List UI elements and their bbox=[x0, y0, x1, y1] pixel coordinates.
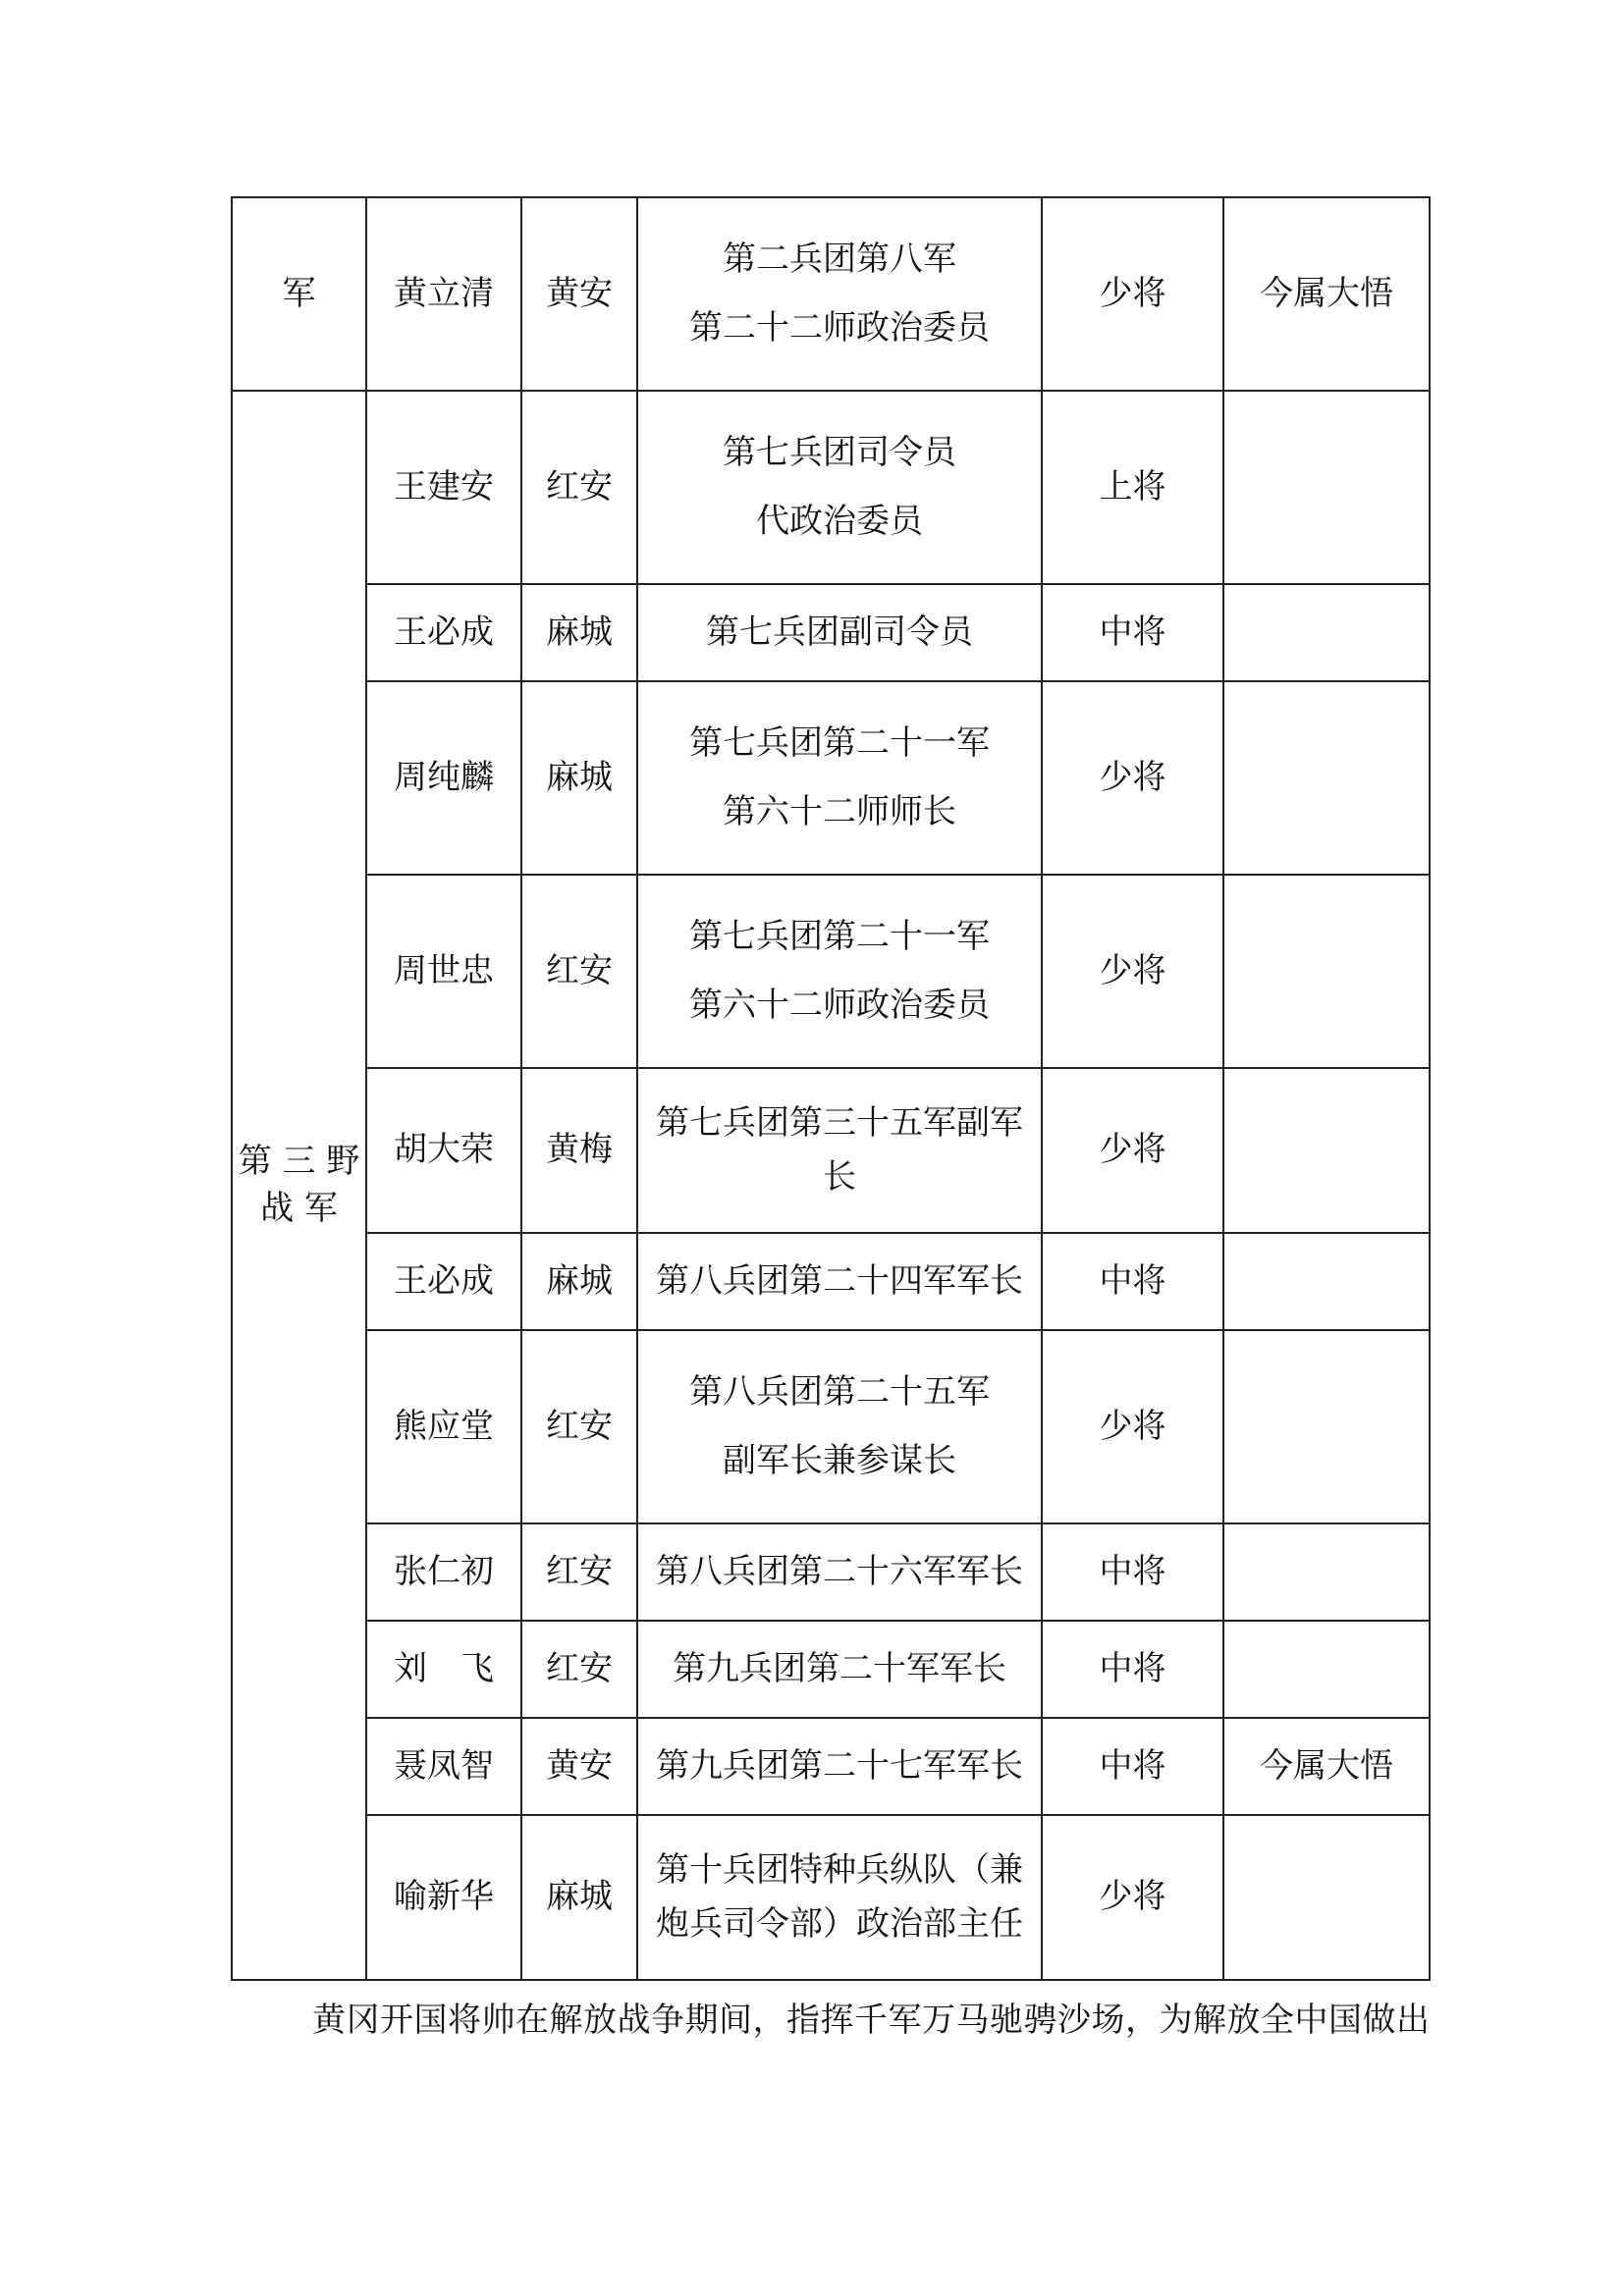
position-line: 第十兵团特种兵纵队（兼 bbox=[656, 1849, 1023, 1890]
note-cell bbox=[1223, 1068, 1430, 1233]
note-cell bbox=[1223, 1233, 1430, 1330]
position-cell bbox=[637, 681, 1042, 875]
name-cell: 张仁初 bbox=[366, 1523, 521, 1621]
place-cell: 红安 bbox=[521, 391, 637, 584]
army-char: 战 bbox=[260, 1188, 295, 1228]
place-cell: 麻城 bbox=[521, 681, 637, 875]
position-line: 第七兵团第三十五军副军 bbox=[656, 1102, 1023, 1143]
name-cell: 喻新华 bbox=[366, 1815, 521, 1980]
table-row bbox=[232, 1718, 1430, 1815]
place-cell: 麻城 bbox=[521, 1815, 637, 1980]
place-cell: 黄安 bbox=[521, 1718, 637, 1815]
table-row bbox=[232, 875, 1430, 1068]
position-cell: 第八兵团第二十四军军长 bbox=[637, 1233, 1042, 1330]
position-line: 第六十二师师长 bbox=[723, 791, 956, 831]
note-cell bbox=[1223, 875, 1430, 1068]
position-line: 第二十二师政治委员 bbox=[689, 307, 990, 347]
place-cell: 麻城 bbox=[521, 584, 637, 681]
table-row bbox=[232, 1621, 1430, 1718]
position-line: 第六十二师政治委员 bbox=[689, 985, 990, 1025]
place-cell: 红安 bbox=[521, 1523, 637, 1621]
army-group-cell bbox=[232, 391, 366, 1980]
rank-cell: 少将 bbox=[1042, 681, 1223, 875]
place-cell: 红安 bbox=[521, 1330, 637, 1523]
rank-cell: 少将 bbox=[1042, 1068, 1223, 1233]
rank-cell: 上将 bbox=[1042, 391, 1223, 584]
position-cell: 第九兵团第二十军军长 bbox=[637, 1621, 1042, 1718]
name-cell: 黄立清 bbox=[366, 197, 521, 391]
generals-table bbox=[231, 196, 1431, 1981]
position-line: 第七兵团第二十一军 bbox=[689, 917, 990, 957]
table-row bbox=[232, 584, 1430, 681]
rank-cell: 少将 bbox=[1042, 197, 1223, 391]
place-cell: 红安 bbox=[521, 875, 637, 1068]
position-cell bbox=[637, 875, 1042, 1068]
position-cell bbox=[637, 1068, 1042, 1233]
rank-cell: 少将 bbox=[1042, 1815, 1223, 1980]
position-line: 第二兵团第八军 bbox=[723, 240, 956, 280]
place-cell: 红安 bbox=[521, 1621, 637, 1718]
position-line: 代政治委员 bbox=[756, 501, 923, 541]
army-char: 第 bbox=[238, 1141, 272, 1181]
table-row bbox=[232, 1068, 1430, 1233]
name-cell: 周世忠 bbox=[366, 875, 521, 1068]
place-cell: 麻城 bbox=[521, 1233, 637, 1330]
rank-cell: 中将 bbox=[1042, 1523, 1223, 1621]
note-cell bbox=[1223, 1815, 1430, 1980]
place-cell: 黄梅 bbox=[521, 1068, 637, 1233]
place-cell: 黄安 bbox=[521, 197, 637, 391]
table-row bbox=[232, 391, 1430, 584]
table-row bbox=[232, 1523, 1430, 1621]
position-line: 第八兵团第二十五军 bbox=[689, 1372, 990, 1413]
position-line: 第七兵团第二十一军 bbox=[689, 723, 990, 764]
position-line: 长 bbox=[823, 1157, 856, 1197]
position-cell: 第八兵团第二十六军军长 bbox=[637, 1523, 1042, 1621]
note-cell bbox=[1223, 584, 1430, 681]
table-row bbox=[232, 1330, 1430, 1523]
note-cell: 今属大悟 bbox=[1223, 1718, 1430, 1815]
body-paragraph: 黄冈开国将帅在解放战争期间，指挥千军万马驰骋沙场，为解放全中国做出 bbox=[312, 2001, 1431, 2040]
position-cell: 第七兵团副司令员 bbox=[637, 584, 1042, 681]
position-line: 副军长兼参谋长 bbox=[723, 1440, 956, 1480]
rank-cell: 少将 bbox=[1042, 1330, 1223, 1523]
note-cell bbox=[1223, 1330, 1430, 1523]
name-cell: 王必成 bbox=[366, 584, 521, 681]
position-cell bbox=[637, 1815, 1042, 1980]
name-cell: 聂凤智 bbox=[366, 1718, 521, 1815]
rank-cell: 中将 bbox=[1042, 1718, 1223, 1815]
rank-cell: 中将 bbox=[1042, 1621, 1223, 1718]
army-char: 军 bbox=[303, 1188, 338, 1228]
name-cell: 刘 飞 bbox=[366, 1621, 521, 1718]
position-line: 炮兵司令部）政治部主任 bbox=[656, 1904, 1023, 1944]
army-char: 军 bbox=[282, 273, 316, 313]
army-group-cell bbox=[232, 197, 366, 391]
table-row bbox=[232, 1233, 1430, 1330]
note-cell bbox=[1223, 681, 1430, 875]
name-cell: 熊应堂 bbox=[366, 1330, 521, 1523]
note-cell bbox=[1223, 1523, 1430, 1621]
table-row bbox=[232, 681, 1430, 875]
name-cell: 周纯麟 bbox=[366, 681, 521, 875]
rank-cell: 中将 bbox=[1042, 1233, 1223, 1330]
note-cell bbox=[1223, 1621, 1430, 1718]
rank-cell: 中将 bbox=[1042, 584, 1223, 681]
note-cell bbox=[1223, 391, 1430, 584]
note-cell: 今属大悟 bbox=[1223, 197, 1430, 391]
table-row bbox=[232, 197, 1430, 391]
name-cell: 王建安 bbox=[366, 391, 521, 584]
rank-cell: 少将 bbox=[1042, 875, 1223, 1068]
name-cell: 胡大荣 bbox=[366, 1068, 521, 1233]
name-cell: 王必成 bbox=[366, 1233, 521, 1330]
army-char: 野 bbox=[326, 1141, 360, 1181]
position-line: 第七兵团司令员 bbox=[723, 433, 956, 473]
army-char: 三 bbox=[282, 1141, 316, 1181]
position-cell: 第九兵团第二十七军军长 bbox=[637, 1718, 1042, 1815]
position-cell bbox=[637, 197, 1042, 391]
table-row bbox=[232, 1815, 1430, 1980]
position-cell bbox=[637, 391, 1042, 584]
position-cell bbox=[637, 1330, 1042, 1523]
